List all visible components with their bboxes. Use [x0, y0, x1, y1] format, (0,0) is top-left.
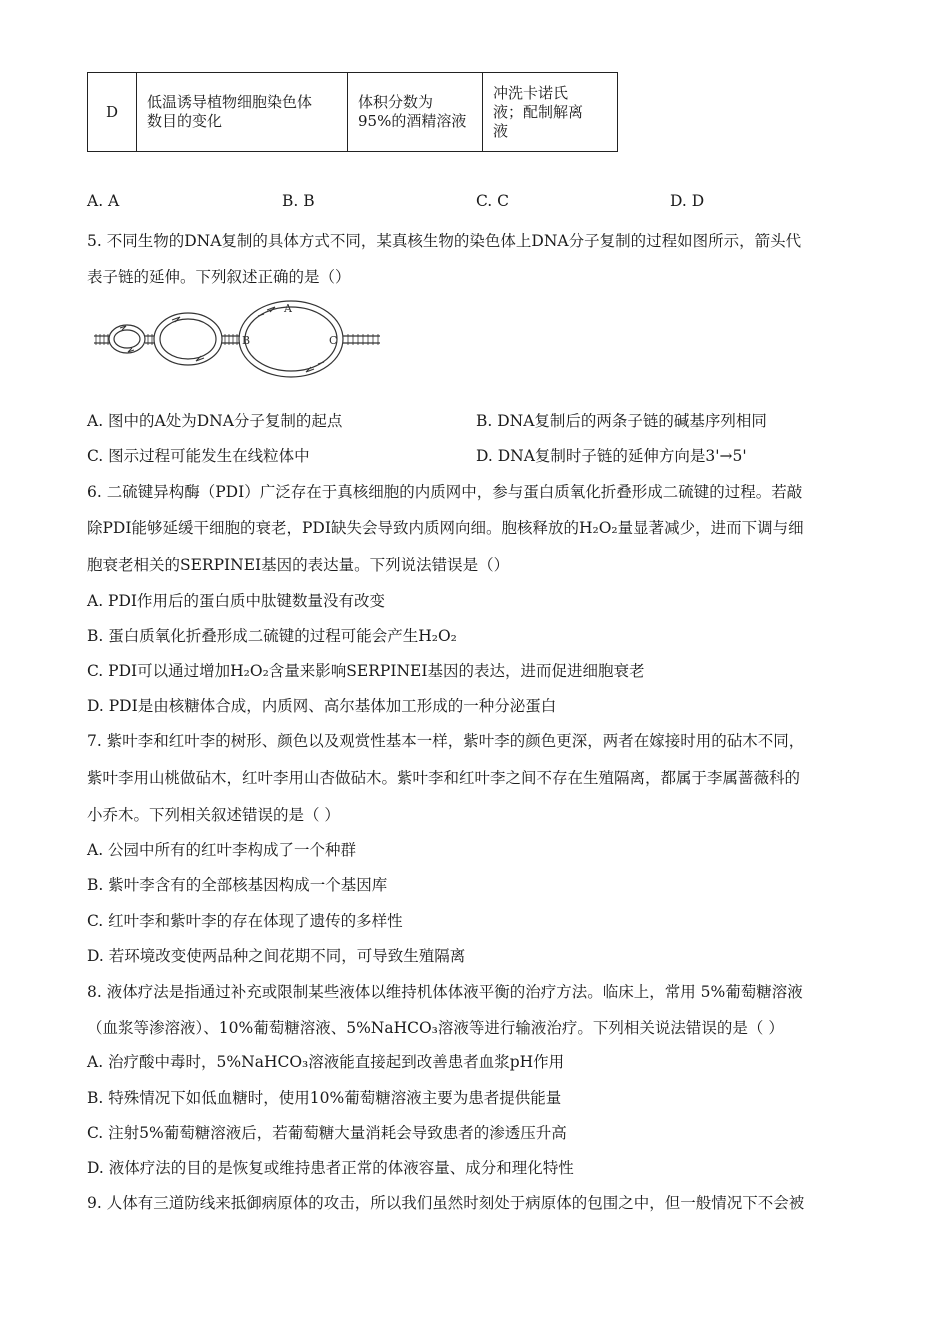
q8-stem-2: （血浆等渗溶液）、10%葡萄糖溶液、5%NaHCO₃溶液等进行输液治疗。下列相关说法错误的是（ ） — [87, 1019, 784, 1037]
q4-option-c: C. C — [476, 192, 510, 210]
q6-option-b: B. 蛋白质氧化折叠形成二硫键的过程可能会产生H₂O₂ — [87, 627, 457, 645]
q7-stem-2: 紫叶李用山桃做砧木，红叶李用山杏做砧木。紫叶李和红叶李之间不存在生殖隔离，都属于李属蔷薇科的 — [87, 769, 801, 787]
q9-stem-1: 9. 人体有三道防线来抵御病原体的攻击，所以我们虽然时刻处于病原体的包围之中，但一般情况下不会被 — [87, 1194, 805, 1212]
table-row — [88, 73, 618, 152]
experiment-cell: 低温诱导植物细胞染色体 数目的变化 — [137, 73, 348, 152]
q8-stem-1: 8. 液体疗法是指通过补充或限制某些液体以维持机体体液平衡的治疗方法。临床上，常用 5%葡萄糖溶液 — [87, 983, 803, 1001]
q5-stem-2: 表子链的延伸。下列叙述正确的是（） — [87, 268, 351, 286]
q7-option-a: A. 公园中所有的红叶李构成了一个种群 — [87, 841, 357, 859]
figure-label-b: B — [242, 334, 251, 347]
q6-stem-3: 胞衰老相关的SERPINEI基因的表达量。下列说法错误是（） — [87, 556, 510, 574]
experiment-table — [87, 72, 618, 152]
q5-option-c: C. 图示过程可能发生在线粒体中 — [87, 447, 310, 465]
q5-stem-1: 5. 不同生物的DNA复制的具体方式不同，某真核生物的染色体上DNA分子复制的过程如图所示，箭头代 — [87, 232, 802, 250]
q4-option-a: A. A — [87, 192, 120, 210]
q7-option-c: C. 红叶李和紫叶李的存在体现了遗传的多样性 — [87, 912, 403, 930]
purpose-cell: 冲洗卡诺氏 液；配制解离 液 — [483, 73, 618, 152]
q8-option-d: D. 液体疗法的目的是恢复或维持患者正常的体液容量、成分和理化特性 — [87, 1159, 574, 1177]
q7-stem-3: 小乔木。下列相关叙述错误的是（ ） — [87, 806, 340, 824]
q8-option-a: A. 治疗酸中毒时，5%NaHCO₃溶液能直接起到改善患者血浆pH作用 — [87, 1053, 565, 1071]
q6-option-a: A. PDI作用后的蛋白质中肽键数量没有改变 — [87, 592, 386, 610]
q7-option-d: D. 若环境改变使两品种之间花期不同，可导致生殖隔离 — [87, 947, 466, 965]
dna-replication-figure — [92, 298, 382, 380]
q8-option-b: B. 特殊情况下如低血糖时，使用10%葡萄糖溶液主要为患者提供能量 — [87, 1089, 562, 1107]
q6-stem-1: 6. 二硫键异构酶（PDI）广泛存在于真核细胞的内质网中，参与蛋白质氧化折叠形成二硫键的过程。若敲 — [87, 483, 803, 501]
q6-option-c: C. PDI可以通过增加H₂O₂含量来影响SERPINEI基因的表达，进而促进细胞衰老 — [87, 662, 645, 680]
q6-option-d: D. PDI是由核糖体合成，内质网、高尔基体加工形成的一种分泌蛋白 — [87, 697, 557, 715]
q4-option-d: D. D — [670, 192, 705, 210]
q4-option-b: B. B — [282, 192, 315, 210]
q7-option-b: B. 紫叶李含有的全部核基因构成一个基因库 — [87, 876, 388, 894]
q7-stem-1: 7. 紫叶李和红叶李的树形、颜色以及观赏性基本一样，紫叶李的颜色更深，两者在嫁接时用的砧木不同， — [87, 732, 805, 750]
figure-label-a: A — [284, 302, 292, 315]
q5-option-b: B. DNA复制后的两条子链的碱基序列相同 — [476, 412, 767, 430]
row-label: D — [88, 73, 137, 152]
q5-option-a: A. 图中的A处为DNA分子复制的起点 — [87, 412, 343, 430]
q8-option-c: C. 注射5%葡萄糖溶液后，若葡萄糖大量消耗会导致患者的渗透压升高 — [87, 1124, 567, 1142]
figure-label-c: C — [329, 334, 338, 347]
reagent-cell: 体积分数为 95%的酒精溶液 — [348, 73, 483, 152]
q5-option-d: D. DNA复制时子链的延伸方向是3'→5' — [476, 447, 747, 465]
q6-stem-2: 除PDI能够延缓干细胞的衰老，PDI缺失会导致内质网向细。胞核释放的H₂O₂量显著减少，进而下调与细 — [87, 519, 804, 537]
